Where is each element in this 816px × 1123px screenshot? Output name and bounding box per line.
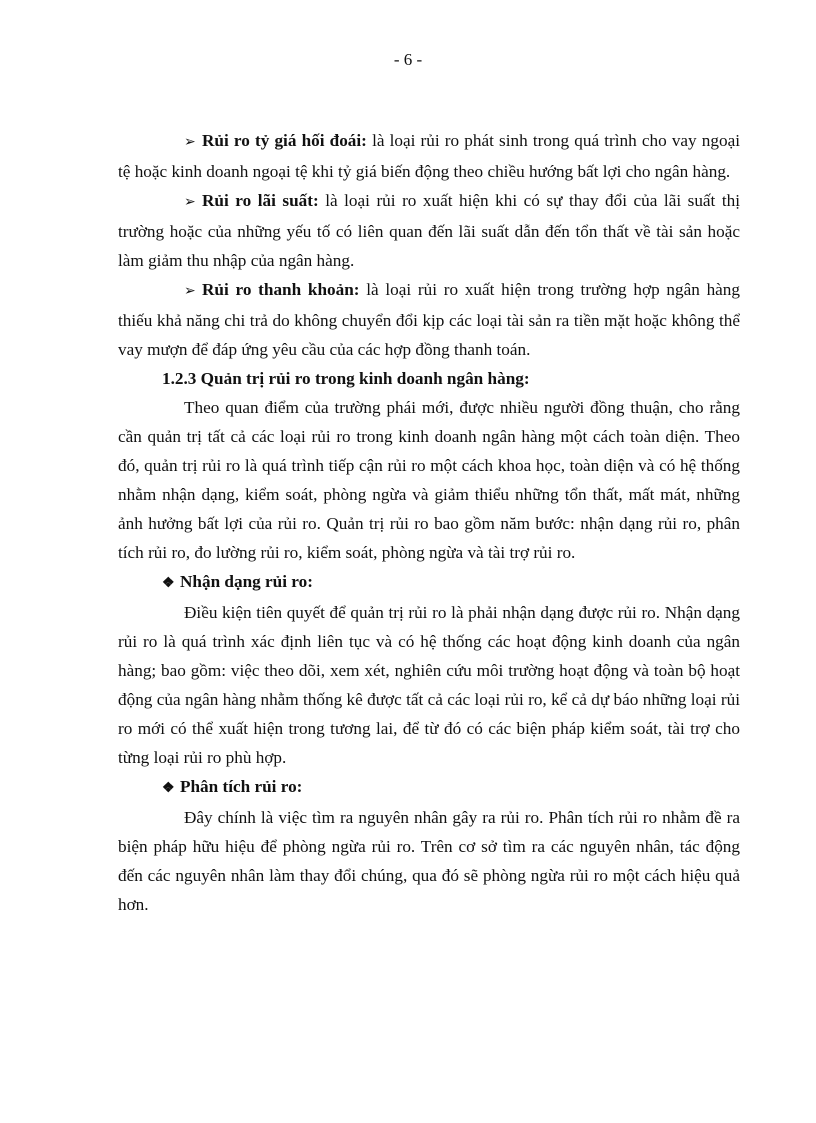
- arrow-bullet-icon: ➢: [184, 195, 196, 210]
- risk-description: là loại rủi ro xuất hiện khi có sự thay đổi của lãi suất thị trường hoặc của những yếu tố có liên quan đến lãi suất dẫn đến tổn thất về tài sản hoặc làm giảm thu nhập của ngân hàng.: [118, 191, 741, 270]
- subsection-heading-analysis: [118, 772, 740, 803]
- page-number: - 6 -: [393, 50, 423, 69]
- section-paragraph: Theo quan điểm của trường phái mới, được nhiều người đồng thuận, cho rằng cần quản trị tất cả các loại rủi ro trong kinh doanh ngân hàng một cách toàn diện. Theo đó, quản trị rủi ro là quá trình tiếp cận rủi ro một cách khoa học, toàn diện và có hệ thống nhằm nhận dạng, kiểm soát, phòng ngừa và giảm thiểu những tổn thất, mất mát, những ảnh hưởng bất lợi của rủi ro. Quản trị rủi ro bao gồm năm bước: nhận dạng rủi ro, phân tích rủi ro, đo lường rủi ro, kiểm soát, phòng ngừa và tài trợ rủi ro.: [118, 398, 740, 562]
- risk-item-liquidity: [118, 275, 740, 364]
- arrow-bullet-icon: ➢: [184, 284, 196, 299]
- subsection-title: Nhận dạng rủi ro:: [180, 572, 313, 591]
- risk-term: Rủi ro lãi suất:: [202, 191, 319, 210]
- subsection-heading-identification: [118, 567, 740, 598]
- arrow-bullet-icon: ➢: [184, 135, 196, 150]
- risk-item-exchange-rate: [118, 126, 740, 186]
- subsection-paragraph-analysis: Đây chính là việc tìm ra nguyên nhân gây ra rủi ro. Phân tích rủi ro nhằm đề ra biện pháp hữu hiệu để phòng ngừa rủi ro. Trên cơ sở tìm ra các nguyên nhân, tác động đến các nguyên nhân làm thay đổi chúng, qua đó sẽ phòng ngừa rủi ro một cách hiệu quả hơn.: [118, 808, 740, 914]
- diamond-bullet-icon: ❖: [162, 781, 175, 796]
- risk-description: là loại rủi ro xuất hiện trong trường hợp ngân hàng thiếu khả năng chi trả do không chuyển đổi kịp các loại tài sản ra tiền mặt hoặc không thể vay mượn để đáp ứng yêu cầu của các hợp đồng thanh toán.: [118, 280, 740, 359]
- risk-description: là loại rủi ro phát sinh trong quá trình cho vay ngoại tệ hoặc kinh doanh ngoại tệ khi tỷ giá biến động theo chiều hướng bất lợi cho ngân hàng.: [118, 131, 740, 181]
- document-body: [118, 126, 740, 919]
- diamond-bullet-icon: ❖: [162, 576, 175, 591]
- risk-item-interest-rate: [118, 186, 740, 275]
- risk-term: Rủi ro thanh khoản:: [202, 280, 360, 299]
- subsection-paragraph-identification: Điều kiện tiên quyết để quản trị rủi ro là phải nhận dạng được rủi ro. Nhận dạng rủi ro là quá trình xác định liên tục và có hệ thống các hoạt động kinh doanh của ngân hàng; bao gồm: việc theo dõi, xem xét, nghiên cứu môi trường hoạt động và toàn bộ hoạt động của ngân hàng nhằm thống kê được tất cả các loại rủi ro, kể cả dự báo những loại rủi ro mới có thể xuất hiện trong tương lai, để từ đó có các biện pháp kiểm soát, tài trợ cho từng loại rủi ro phù hợp.: [118, 603, 740, 767]
- section-heading: 1.2.3 Quản trị rủi ro trong kinh doanh ngân hàng:: [162, 369, 530, 388]
- subsection-title: Phân tích rủi ro:: [180, 777, 303, 796]
- risk-term: Rủi ro tỷ giá hối đoái:: [202, 131, 367, 150]
